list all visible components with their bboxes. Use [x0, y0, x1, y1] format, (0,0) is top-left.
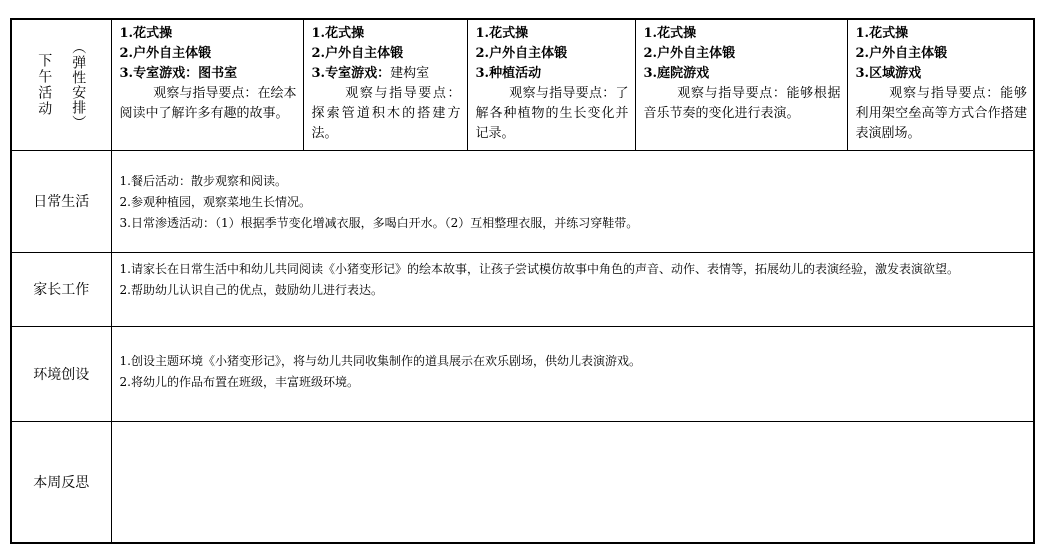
- activity-line: 2.户外自主体锻: [475, 46, 568, 61]
- afternoon-col-2: [303, 19, 467, 150]
- activity-line: 3.庭院游戏: [643, 66, 710, 81]
- afternoon-col-1: [111, 19, 303, 150]
- afternoon-row: [11, 19, 1034, 150]
- afternoon-col-5: [847, 19, 1034, 150]
- environment-line: 2.将幼儿的作品布置在班级，丰富班级环境。: [119, 374, 359, 389]
- activity-line: 1.花式操: [643, 26, 697, 41]
- parents-line: 1.请家长在日常生活中和幼儿共同阅读《小猪变形记》的绘本故事，让孩子尝试模仿故事中角色的声音、动作、表情等，拓展幼儿的表演经验，激发表演欲望。: [119, 261, 959, 276]
- afternoon-col-3: [467, 19, 635, 150]
- guidance-text: 观察与指导要点：在绘本阅读中了解许多有趣的故事。: [119, 86, 297, 121]
- reflection-label: 本周反思: [11, 421, 111, 543]
- guidance-text: 观察与指导要点：探索管道积木的搭建方法。: [311, 86, 461, 141]
- daily-life-content: [111, 150, 1034, 252]
- daily-life-row: [11, 150, 1034, 252]
- daily-life-line: 3.日常渗透活动：（1）根据季节变化增减衣服，多喝白开水。（2）互相整理衣服，并练习穿鞋带。: [119, 215, 639, 230]
- activity-line: 2.户外自主体锻: [311, 46, 404, 61]
- activity-line: 1.花式操: [475, 26, 529, 41]
- activity-line: 3.专室游戏：: [311, 66, 391, 81]
- weekly-plan-document: [10, 18, 1033, 544]
- parents-row: [11, 252, 1034, 326]
- environment-content: [111, 326, 1034, 421]
- environment-line: 1.创设主题环境《小猪变形记》，将与幼儿共同收集制作的道具展示在欢乐剧场，供幼儿表演游戏。: [119, 353, 641, 368]
- guidance-text: 观察与指导要点：了解各种植物的生长变化并记录。: [475, 86, 629, 141]
- activity-line: 1.花式操: [311, 26, 365, 41]
- daily-life-line: 2.参观种植园，观察菜地生长情况。: [119, 194, 311, 209]
- parents-line: 2.帮助幼儿认识自己的优点，鼓励幼儿进行表达。: [119, 282, 383, 297]
- activity-line: 2.户外自主体锻: [643, 46, 736, 61]
- parents-content: [111, 252, 1034, 326]
- environment-label: 环境创设: [11, 326, 111, 421]
- weekly-plan-table: [10, 18, 1035, 544]
- afternoon-col-4: [635, 19, 847, 150]
- activity-line: 2.户外自主体锻: [119, 46, 212, 61]
- guidance-text: 观察与指导要点：能够根据音乐节奏的变化进行表演。: [643, 86, 841, 121]
- reflection-content: [111, 421, 1034, 543]
- activity-line: 1.花式操: [119, 26, 173, 41]
- daily-life-line: 1.餐后活动：散步观察和阅读。: [119, 173, 287, 188]
- daily-life-label: 日常生活: [11, 150, 111, 252]
- parents-label: 家长工作: [11, 252, 111, 326]
- activity-line: 3.区域游戏: [855, 66, 922, 81]
- afternoon-label-cell: [11, 19, 111, 150]
- activity-line: 2.户外自主体锻: [855, 46, 948, 61]
- activity-line: 3.种植活动: [475, 66, 542, 81]
- activity-line-detail: 图书室: [198, 66, 238, 81]
- guidance-text: 观察与指导要点：能够利用架空垒高等方式合作搭建表演剧场。: [855, 86, 1027, 141]
- environment-row: [11, 326, 1034, 421]
- activity-line: 3.专室游戏：: [119, 66, 199, 81]
- afternoon-label: 下午活动: [36, 52, 53, 117]
- afternoon-sublabel: （弹性安排）: [70, 39, 87, 130]
- activity-line: 1.花式操: [855, 26, 909, 41]
- reflection-row: [11, 421, 1034, 543]
- activity-line-detail: 建构室: [390, 66, 430, 81]
